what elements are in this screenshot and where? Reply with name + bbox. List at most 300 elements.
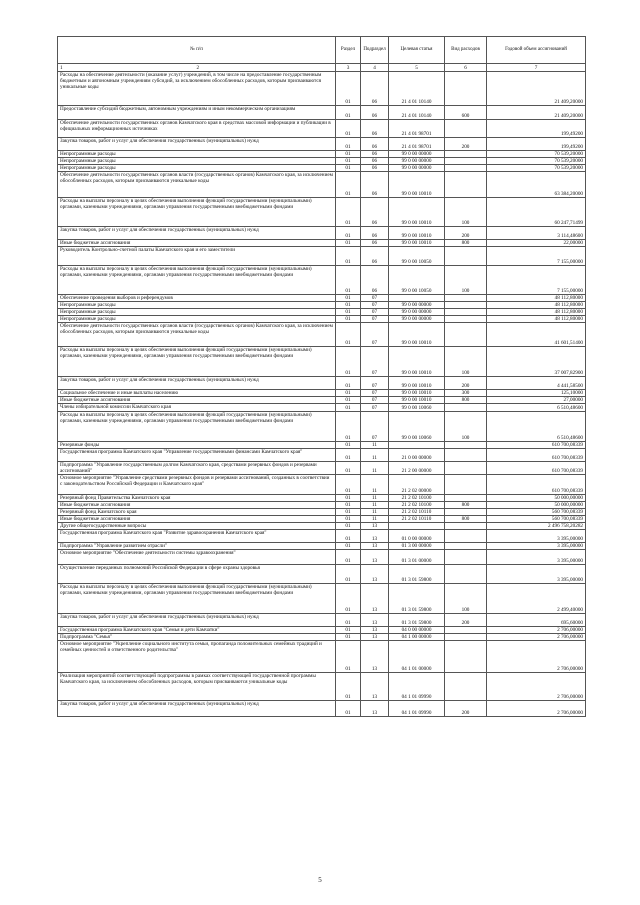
row-expense-type xyxy=(445,641,487,673)
row-razdel: 01 xyxy=(336,550,361,565)
row-podrazdel: 07 xyxy=(361,390,389,397)
row-target-article: 99 0 00 00000 xyxy=(389,309,445,316)
row-razdel: 01 xyxy=(336,584,361,614)
row-target-article: 99 0 00 10010 xyxy=(389,198,445,227)
table-row xyxy=(58,614,586,627)
table-row xyxy=(58,151,586,158)
row-target-article: 04 1 00 00000 xyxy=(389,634,445,641)
row-razdel: 01 xyxy=(336,516,361,523)
row-name: Расходы на выплаты персоналу в целях обеспечения выполнения функций государственными (муниципальными) органами, казенными учреждениями, органами управления государственными внебюджетными фондами xyxy=(58,412,336,442)
row-target-article: 21 2 02 10110 xyxy=(389,516,445,523)
row-razdel: 01 xyxy=(336,323,361,347)
row-razdel: 01 xyxy=(336,347,361,377)
row-name: Государственная программа Камчатского края "Управление государственными финансами Камчатского края" xyxy=(58,449,336,462)
row-target-article xyxy=(389,523,445,530)
index-cell: 6 xyxy=(445,64,487,72)
row-name: Иные бюджетные ассигнования xyxy=(58,397,336,404)
index-cell: 5 xyxy=(389,64,445,72)
row-target-article: 21 4 01 98701 xyxy=(389,138,445,151)
row-target-article: 99 0 00 00000 xyxy=(389,165,445,172)
row-amount: 3 114,48600 xyxy=(487,227,586,240)
row-expense-type xyxy=(445,627,487,634)
row-podrazdel: 06 xyxy=(361,151,389,158)
row-razdel: 01 xyxy=(336,295,361,302)
row-name: Социальное обеспечение и иные выплаты населению xyxy=(58,390,336,397)
row-razdel: 01 xyxy=(336,240,361,247)
row-expense-type: 800 xyxy=(445,502,487,509)
row-target-article: 04 1 01 09990 xyxy=(389,701,445,717)
index-cell xyxy=(58,64,336,72)
row-amount: 7 155,00000 xyxy=(487,247,586,266)
row-expense-type xyxy=(445,151,487,158)
row-name: Иные бюджетные ассигнования xyxy=(58,502,336,509)
row-amount: 60 247,71499 xyxy=(487,198,586,227)
row-razdel: 01 xyxy=(336,309,361,316)
row-amount: 48 112,80000 xyxy=(487,309,586,316)
row-target-article: 01 3 01 00000 xyxy=(389,550,445,565)
row-razdel: 01 xyxy=(336,316,361,323)
table-row xyxy=(58,316,586,323)
index-cell: 3 xyxy=(336,64,361,72)
row-podrazdel: 06 xyxy=(361,158,389,165)
row-amount: 7 155,00000 xyxy=(487,266,586,295)
row-target-article: 21 4 01 10140 xyxy=(389,72,445,106)
row-podrazdel: 07 xyxy=(361,309,389,316)
row-target-article: 99 0 00 10050 xyxy=(389,266,445,295)
row-name: Члены избирательной комиссии Камчатского края xyxy=(58,404,336,412)
table-row xyxy=(58,72,586,106)
table-row xyxy=(58,347,586,377)
table-row xyxy=(58,543,586,550)
row-amount: 6 510,48600 xyxy=(487,412,586,442)
row-target-article: 99 0 00 00000 xyxy=(389,316,445,323)
table-row xyxy=(58,309,586,316)
row-amount: 2 706,00000 xyxy=(487,701,586,717)
row-razdel: 01 xyxy=(336,404,361,412)
row-name: Резервные фонды xyxy=(58,442,336,449)
row-name: Закупка товаров, работ и услуг для обеспечения государственных (муниципальных) нужд xyxy=(58,701,336,717)
row-razdel: 01 xyxy=(336,673,361,701)
table-row xyxy=(58,502,586,509)
row-podrazdel: 11 xyxy=(361,475,389,495)
row-amount: 4 441,58500 xyxy=(487,377,586,390)
row-target-article: 99 0 00 10010 xyxy=(389,347,445,377)
row-razdel: 01 xyxy=(336,138,361,151)
row-target-article: 99 0 00 10010 xyxy=(389,377,445,390)
row-name: Реализация мероприятий соответствующей подпрограммы в рамках соответствующей государственной программы Камчатского края, за исключением обособленных расходов, которым присваиваются уникальные коды xyxy=(58,673,336,701)
row-target-article: 99 0 00 00000 xyxy=(389,302,445,309)
index-number-2: 2 xyxy=(196,64,200,71)
row-target-article xyxy=(389,442,445,449)
row-amount: 3 395,00000 xyxy=(487,565,586,584)
row-target-article: 04 1 01 00000 xyxy=(389,641,445,673)
row-amount: 2 496 758,20282 xyxy=(487,523,586,530)
row-name: Расходы на выплаты персоналу в целях обеспечения выполнения функций государственными (муниципальными) органами, казенными учреждениями, органами управления государственными внебюджетными фондами xyxy=(58,266,336,295)
row-name: Резервный фонд Правительства Камчатского края xyxy=(58,495,336,502)
row-razdel: 01 xyxy=(336,495,361,502)
row-razdel: 01 xyxy=(336,627,361,634)
table-row xyxy=(58,106,586,120)
row-amount: 610 700,08339 xyxy=(487,462,586,475)
row-podrazdel: 06 xyxy=(361,240,389,247)
row-razdel: 01 xyxy=(336,523,361,530)
row-expense-type xyxy=(445,550,487,565)
row-expense-type xyxy=(445,449,487,462)
page-number: 5 xyxy=(318,876,322,884)
index-number-1: 1 xyxy=(60,64,63,71)
row-expense-type: 300 xyxy=(445,390,487,397)
row-target-article: 99 0 00 00000 xyxy=(389,151,445,158)
table-row xyxy=(58,158,586,165)
row-expense-type: 100 xyxy=(445,412,487,442)
row-expense-type: 100 xyxy=(445,347,487,377)
row-amount: 50 000,00000 xyxy=(487,495,586,502)
row-name: Другие общегосударственные вопросы xyxy=(58,523,336,530)
row-name: Непрограммные расходы xyxy=(58,165,336,172)
row-name: Закупка товаров, работ и услуг для обеспечения государственных (муниципальных) нужд xyxy=(58,227,336,240)
row-razdel: 01 xyxy=(336,614,361,627)
row-target-article: 99 0 00 00000 xyxy=(389,158,445,165)
row-expense-type: 200 xyxy=(445,614,487,627)
table-row xyxy=(58,138,586,151)
table-row xyxy=(58,475,586,495)
row-name: Закупка товаров, работ и услуг для обеспечения государственных (муниципальных) нужд xyxy=(58,614,336,627)
row-amount: 6 510,48600 xyxy=(487,404,586,412)
row-amount: 610 700,08339 xyxy=(487,449,586,462)
row-expense-type: 200 xyxy=(445,377,487,390)
row-razdel: 01 xyxy=(336,198,361,227)
row-expense-type xyxy=(445,120,487,138)
table-row xyxy=(58,198,586,227)
row-razdel: 01 xyxy=(336,302,361,309)
row-target-article: 99 0 00 10010 xyxy=(389,323,445,347)
row-amount: 2 706,00000 xyxy=(487,634,586,641)
row-expense-type: 800 xyxy=(445,516,487,523)
row-expense-type xyxy=(445,247,487,266)
row-name: Предоставление субсидий бюджетным, автономным учреждениям и иным некоммерческим организациям xyxy=(58,106,336,120)
table-row xyxy=(58,462,586,475)
row-expense-type: 200 xyxy=(445,138,487,151)
row-name: Обеспечение деятельности государственных органов Камчатского края в средствах массовой информации и публикации в официальных информационных источниках xyxy=(58,120,336,138)
row-podrazdel: 13 xyxy=(361,673,389,701)
table-row xyxy=(58,172,586,198)
row-amount: 2 706,00000 xyxy=(487,627,586,634)
row-razdel: 01 xyxy=(336,565,361,584)
row-name: Подпрограмма "Управление развитием отрасли" xyxy=(58,543,336,550)
row-expense-type xyxy=(445,172,487,198)
row-amount: 70 539,20000 xyxy=(487,165,586,172)
row-podrazdel: 13 xyxy=(361,627,389,634)
row-amount: 560 700,08339 xyxy=(487,509,586,516)
row-amount: 199,49200 xyxy=(487,138,586,151)
table-row xyxy=(58,550,586,565)
table-row xyxy=(58,509,586,516)
row-podrazdel: 06 xyxy=(361,72,389,106)
row-target-article: 04 0 00 00000 xyxy=(389,627,445,634)
row-name: Подпрограмма "Управление государственным долгом Камчатского края, средствами резервных фондов и резервами ассигнований" xyxy=(58,462,336,475)
row-target-article: 21 2 02 00000 xyxy=(389,475,445,495)
table-row xyxy=(58,404,586,412)
row-podrazdel: 13 xyxy=(361,701,389,717)
row-podrazdel: 07 xyxy=(361,316,389,323)
table-row xyxy=(58,530,586,543)
row-podrazdel: 07 xyxy=(361,302,389,309)
row-podrazdel: 13 xyxy=(361,530,389,543)
row-podrazdel: 13 xyxy=(361,614,389,627)
table-row xyxy=(58,247,586,266)
table-row xyxy=(58,412,586,442)
row-expense-type xyxy=(445,523,487,530)
row-name: Обеспечение деятельности государственных органов власти (государственных органов) Камчатского края, за исключением обособленных расходов, которым присваиваются уникальные коды xyxy=(58,323,336,347)
index-cell: 4 xyxy=(361,64,389,72)
row-razdel: 01 xyxy=(336,227,361,240)
table-row xyxy=(58,565,586,584)
row-podrazdel: 11 xyxy=(361,502,389,509)
row-podrazdel: 07 xyxy=(361,412,389,442)
table-row xyxy=(58,495,586,502)
row-expense-type xyxy=(445,543,487,550)
row-expense-type xyxy=(445,475,487,495)
row-podrazdel: 07 xyxy=(361,377,389,390)
row-razdel: 01 xyxy=(336,634,361,641)
row-podrazdel: 11 xyxy=(361,495,389,502)
row-podrazdel: 07 xyxy=(361,404,389,412)
header-name: № п/п xyxy=(58,37,336,64)
row-razdel: 01 xyxy=(336,475,361,495)
row-amount: 48 112,80000 xyxy=(487,295,586,302)
row-target-article: 99 0 00 10010 xyxy=(389,240,445,247)
table-row xyxy=(58,701,586,717)
row-amount: 41 601,51400 xyxy=(487,323,586,347)
row-name: Резервный фонд Камчатского края xyxy=(58,509,336,516)
row-expense-type xyxy=(445,158,487,165)
row-expense-type xyxy=(445,309,487,316)
row-amount: 3 395,00000 xyxy=(487,550,586,565)
row-expense-type: 800 xyxy=(445,240,487,247)
row-razdel: 01 xyxy=(336,377,361,390)
row-podrazdel: 11 xyxy=(361,442,389,449)
row-razdel: 01 xyxy=(336,397,361,404)
row-name: Закупка товаров, работ и услуг для обеспечения государственных (муниципальных) нужд xyxy=(58,377,336,390)
row-podrazdel: 07 xyxy=(361,323,389,347)
row-razdel: 01 xyxy=(336,390,361,397)
table-row xyxy=(58,627,586,634)
row-amount: 27,00000 xyxy=(487,397,586,404)
row-target-article: 21 4 01 98701 xyxy=(389,120,445,138)
table-row xyxy=(58,516,586,523)
row-podrazdel: 06 xyxy=(361,138,389,151)
header-expense-type: Вид расходов xyxy=(445,37,487,64)
row-target-article: 01 3 00 00000 xyxy=(389,543,445,550)
table-row xyxy=(58,449,586,462)
row-name: Государственная программа Камчатского края "Развитие здравоохранения Камчатского края" xyxy=(58,530,336,543)
row-name: Закупка товаров, работ и услуг для обеспечения государственных (муниципальных) нужд xyxy=(58,138,336,151)
row-amount: 48 112,80000 xyxy=(487,302,586,309)
index-row xyxy=(58,64,586,72)
row-expense-type: 100 xyxy=(445,198,487,227)
row-name: Государственная программа Камчатского края "Семья и дети Камчатки" xyxy=(58,627,336,634)
row-expense-type xyxy=(445,316,487,323)
table-row xyxy=(58,397,586,404)
row-name: Основное мероприятие "Обеспечение деятельности системы здравоохранения" xyxy=(58,550,336,565)
row-amount: 125,10000 xyxy=(487,390,586,397)
row-target-article: 99 0 00 10060 xyxy=(389,412,445,442)
row-razdel: 01 xyxy=(336,530,361,543)
row-amount: 560 700,08339 xyxy=(487,516,586,523)
row-expense-type xyxy=(445,442,487,449)
row-target-article: 21 4 01 10140 xyxy=(389,106,445,120)
table-row xyxy=(58,584,586,614)
row-razdel: 01 xyxy=(336,502,361,509)
table-row xyxy=(58,302,586,309)
row-target-article: 04 1 01 09990 xyxy=(389,673,445,701)
row-razdel: 01 xyxy=(336,158,361,165)
row-expense-type: 100 xyxy=(445,266,487,295)
row-razdel: 01 xyxy=(336,412,361,442)
row-razdel: 01 xyxy=(336,701,361,717)
row-name: Обеспечение деятельности государственных органов власти (государственных органов) Камчатского края, за исключением обособленных расходов, которым присваиваются уникальные коды xyxy=(58,172,336,198)
table-row xyxy=(58,227,586,240)
row-target-article: 01 3 01 59800 xyxy=(389,565,445,584)
row-podrazdel: 13 xyxy=(361,523,389,530)
row-amount: 22,00000 xyxy=(487,240,586,247)
row-podrazdel: 06 xyxy=(361,266,389,295)
row-target-article xyxy=(389,295,445,302)
row-name: Непрограммные расходы xyxy=(58,158,336,165)
row-amount: 70 539,20000 xyxy=(487,151,586,158)
row-target-article: 99 0 00 10010 xyxy=(389,227,445,240)
row-podrazdel: 06 xyxy=(361,227,389,240)
row-podrazdel: 06 xyxy=(361,106,389,120)
row-podrazdel: 07 xyxy=(361,347,389,377)
budget-table xyxy=(57,36,586,717)
row-amount: 3 395,00000 xyxy=(487,543,586,550)
row-name: Расходы на выплаты персоналу в целях обеспечения выполнения функций государственными (муниципальными) органами, казенными учреждениями, органами управления государственными внебюджетными фондами xyxy=(58,347,336,377)
header-row xyxy=(58,37,586,64)
row-amount: 695,60000 xyxy=(487,614,586,627)
row-amount: 63 384,20000 xyxy=(487,172,586,198)
row-amount: 21 409,20000 xyxy=(487,72,586,106)
row-expense-type xyxy=(445,295,487,302)
row-expense-type xyxy=(445,323,487,347)
header-annual-volume: Годовой объем ассигнований xyxy=(487,37,586,64)
row-name: Непрограммные расходы xyxy=(58,316,336,323)
row-expense-type: 200 xyxy=(445,227,487,240)
row-expense-type xyxy=(445,565,487,584)
row-podrazdel: 13 xyxy=(361,543,389,550)
header-target-article: Целевая статья xyxy=(389,37,445,64)
row-name: Непрограммные расходы xyxy=(58,309,336,316)
table-row xyxy=(58,165,586,172)
row-name: Основное мероприятие "Укрепление социального института семьи, пропаганда положительных семейных традиций и семейных ценностей и ответственного родительства" xyxy=(58,641,336,673)
row-amount: 21 409,20000 xyxy=(487,106,586,120)
row-amount: 2 706,00000 xyxy=(487,641,586,673)
row-name: Расходы на выплаты персоналу в целях обеспечения выполнения функций государственными (муниципальными) органами, казенными учреждениями, органами управления государственными внебюджетными фондами xyxy=(58,198,336,227)
row-razdel: 01 xyxy=(336,641,361,673)
table-row xyxy=(58,240,586,247)
row-razdel: 01 xyxy=(336,247,361,266)
row-podrazdel: 11 xyxy=(361,516,389,523)
row-target-article: 99 0 00 10010 xyxy=(389,397,445,404)
row-name: Иные бюджетные ассигнования xyxy=(58,240,336,247)
row-name: Непрограммные расходы xyxy=(58,302,336,309)
row-razdel: 01 xyxy=(336,72,361,106)
row-expense-type xyxy=(445,72,487,106)
row-podrazdel: 13 xyxy=(361,584,389,614)
row-podrazdel: 11 xyxy=(361,509,389,516)
row-name: Иные бюджетные ассигнования xyxy=(58,516,336,523)
row-amount: 50 000,00000 xyxy=(487,502,586,509)
table-row xyxy=(58,323,586,347)
row-amount: 48 112,80000 xyxy=(487,316,586,323)
row-podrazdel: 13 xyxy=(361,565,389,584)
row-expense-type xyxy=(445,302,487,309)
row-podrazdel: 13 xyxy=(361,550,389,565)
table-row xyxy=(58,266,586,295)
row-name: Непрограммные расходы xyxy=(58,151,336,158)
row-amount: 3 395,00000 xyxy=(487,530,586,543)
row-expense-type: 800 xyxy=(445,397,487,404)
row-target-article: 01 3 01 59800 xyxy=(389,614,445,627)
row-amount: 2 706,00000 xyxy=(487,673,586,701)
row-expense-type xyxy=(445,462,487,475)
table-row xyxy=(58,390,586,397)
row-razdel: 01 xyxy=(336,266,361,295)
row-podrazdel: 07 xyxy=(361,397,389,404)
row-razdel: 01 xyxy=(336,462,361,475)
row-amount: 2 499,40000 xyxy=(487,584,586,614)
row-name: Подпрограмма "Семья" xyxy=(58,634,336,641)
row-amount: 610 700,08339 xyxy=(487,475,586,495)
header-podrazdel: Подраздел xyxy=(361,37,389,64)
row-razdel: 01 xyxy=(336,172,361,198)
table-row xyxy=(58,634,586,641)
row-target-article: 99 0 00 10060 xyxy=(389,404,445,412)
row-amount: 199,49200 xyxy=(487,120,586,138)
table-row xyxy=(58,523,586,530)
row-podrazdel: 06 xyxy=(361,120,389,138)
row-amount: 610 700,08339 xyxy=(487,442,586,449)
row-podrazdel: 06 xyxy=(361,198,389,227)
row-target-article: 01 0 00 00000 xyxy=(389,530,445,543)
row-razdel: 01 xyxy=(336,509,361,516)
row-razdel: 01 xyxy=(336,442,361,449)
row-podrazdel: 06 xyxy=(361,172,389,198)
table-body xyxy=(58,72,586,717)
row-name: Основное мероприятие "Управление средствами резервных фондов и резервами ассигнований, созданных в соответствии с законодательством Российской Федерации и Камчатского края" xyxy=(58,475,336,495)
row-expense-type xyxy=(445,404,487,412)
table-row xyxy=(58,673,586,701)
row-target-article: 99 0 00 10010 xyxy=(389,390,445,397)
table-row xyxy=(58,120,586,138)
row-razdel: 01 xyxy=(336,165,361,172)
index-cell: 7 xyxy=(487,64,586,72)
row-name: Обеспечение проведения выборов и референдумов xyxy=(58,295,336,302)
row-amount: 70 539,20000 xyxy=(487,158,586,165)
row-expense-type xyxy=(445,509,487,516)
budget-table-sheet xyxy=(57,36,585,717)
row-podrazdel: 07 xyxy=(361,295,389,302)
row-target-article: 21 2 02 10100 xyxy=(389,502,445,509)
row-name: Расходы на обеспечение деятельности (оказание услуг) учреждений, в том числе на предоставление государственным бюджетным и автономным учреждениям субсидий, за исключением обособленных расходов, которым присваиваются уникальные коды xyxy=(58,72,336,106)
row-podrazdel: 11 xyxy=(361,449,389,462)
row-razdel: 01 xyxy=(336,449,361,462)
row-expense-type xyxy=(445,634,487,641)
row-expense-type: 100 xyxy=(445,584,487,614)
row-name: Расходы на выплаты персоналу в целях обеспечения выполнения функций государственными (муниципальными) органами, казенными учреждениями, органами управления государственными внебюджетными фондами xyxy=(58,584,336,614)
header-razdel: Раздел xyxy=(336,37,361,64)
row-razdel: 01 xyxy=(336,106,361,120)
